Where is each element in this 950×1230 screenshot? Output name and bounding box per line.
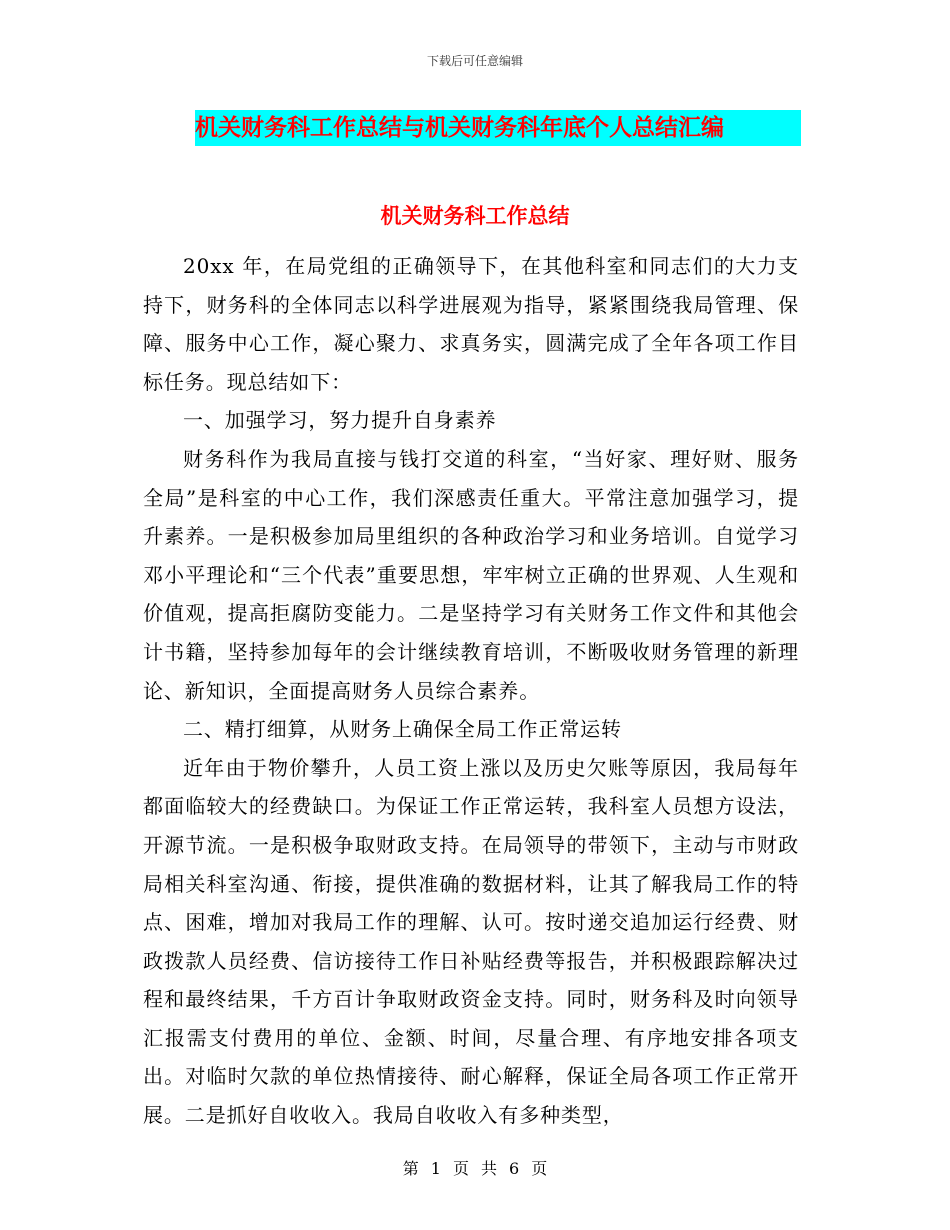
heading-budget: 二、精打细算，从财务上确保全局工作正常运转 [183,717,622,742]
footer-page-label: 页 [452,1159,469,1178]
paragraph-study: 财务科作为我局直接与钱打交道的科室，“当好家、理好财、服务全局”是科室的中心工作，我们深感责任重大。平常注意加强学习，提升素养。一是积极参加局里组织的各种政治学习和业务培训。自觉学习邓小平理论和“三个代表”重要思想，牢牢树立正确的世界观、人生观和价值观，提高拒腐防变能力。二是坚持学习有关财务工作文件和其他会计书籍，坚持参加每年的会计继续教育培训，不断吸收财务管理的新理论、新知识，全面提高财务人员综合素养。 [143,446,799,703]
document-body [143,247,799,1135]
footer-page-current: 1 [430,1159,441,1178]
footer-total-prefix: 共 [481,1159,498,1178]
section-title: 机关财务科工作总结 [380,204,570,228]
paragraph-intro: 20xx 年，在局党组的正确领导下，在其他科室和同志们的大力支持下，财务科的全体同志以科学进展观为指导，紧紧围绕我局管理、保障、服务中心工作，凝心聚力、求真务实，圆满完成了全年各项工作目标任务。现总结如下： [143,254,799,394]
footer-page-total: 6 [509,1159,520,1178]
page-footer [0,1156,950,1179]
document-title: 机关财务科工作总结与机关财务科年底个人总结汇编 [195,115,724,141]
header-note: 下载后可任意编辑 [426,54,523,68]
footer-suffix: 页 [531,1159,548,1178]
paragraph-budget: 近年由于物价攀升，人员工资上涨以及历史欠账等原因，我局每年都面临较大的经费缺口。为保证工作正常运转，我科室人员想方设法，开源节流。一是积极争取财政支持。在局领导的带领下，主动与市财政局相关科室沟通、衔接，提供准确的数据材料，让其了解我局工作的特点、困难，增加对我局工作的理解、认可。按时递交追加运行经费、财政拨款人员经费、信访接待工作日补贴经费等报告，并积极跟踪解决过程和最终结果，千方百计争取财政资金支持。同时，财务科及时向领导汇报需支付费用的单位、金额、时间，尽量合理、有序地安排各项支出。对临时欠款的单位热情接待、耐心解释，保证全局各项工作正常开展。二是抓好自收收入。我局自收收入有多种类型， [143,755,799,1128]
heading-study: 一、加强学习，努力提升自身素养 [183,408,497,433]
document-title-highlight [195,110,801,146]
footer-prefix: 第 [402,1159,419,1178]
